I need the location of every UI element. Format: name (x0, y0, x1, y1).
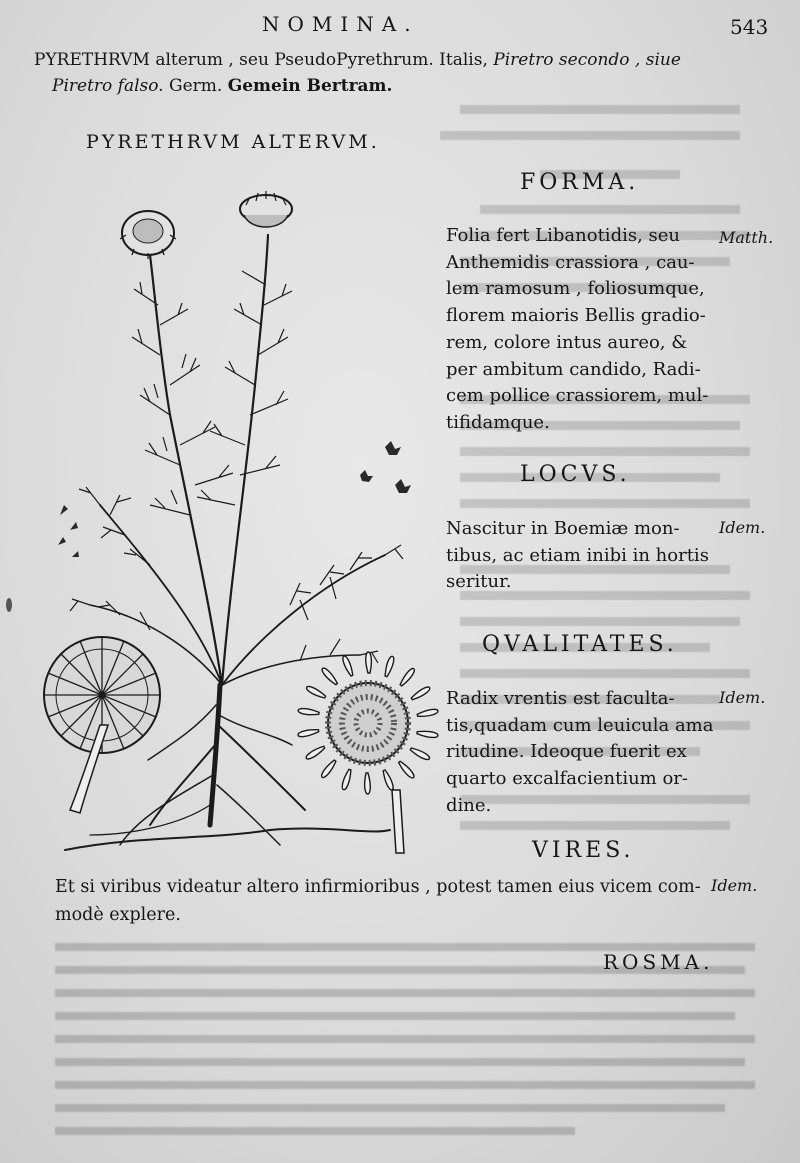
forma-line: lem ramosum , foliosumque, (446, 278, 705, 300)
forma-line: tifidamque. (446, 411, 550, 433)
latin-name: PYRETHRVM alterum , seu PseudoPyrethrum. (34, 50, 434, 70)
margin-note-idem-vires: Idem. (711, 876, 758, 895)
flower-bud-left (120, 211, 176, 259)
section-heading-vires: VIRES. (532, 838, 635, 863)
names-line-1 (34, 50, 681, 70)
locus-line: Nascitur in Boemiæ mon- (446, 518, 680, 539)
qualitates-line: dine. (446, 794, 492, 816)
forma-line: florem maioris Bellis gradio- (446, 305, 706, 327)
section-heading-forma: FORMA. (520, 170, 640, 195)
forma-line: Folia fert Libanotidis, seu (446, 225, 681, 246)
section-heading-qualitates: QVALITATES. (482, 632, 678, 657)
floret-fragments (58, 441, 411, 557)
running-head: NOMINA. (262, 12, 419, 36)
margin-note-idem-qualitates: Idem. (719, 688, 766, 707)
locus-paragraph (446, 516, 746, 596)
margin-note-idem-locus: Idem. (719, 518, 766, 537)
vires-line: Et si viribus videatur altero infirmioribus , potest tamen eius vicem com- (55, 877, 701, 897)
german-label: Germ. (169, 76, 223, 96)
section-heading-locus: LOCVS. (520, 462, 631, 487)
flower-back-view (44, 637, 160, 813)
forma-paragraph (446, 223, 746, 437)
margin-note-matth: Matth. (719, 228, 774, 247)
vires-line: modè explere. (55, 905, 181, 925)
locus-line: tibus, ac etiam inibi in hortis (446, 544, 709, 566)
locus-line: seritur. (446, 571, 512, 593)
qualitates-paragraph (446, 686, 746, 820)
forma-line: rem, colore intus aureo, & (446, 331, 688, 353)
qualitates-line: quarto excalfacientium or- (446, 768, 688, 790)
page-number: 543 (730, 15, 769, 39)
catchword: ROSMA. (603, 950, 714, 974)
qualitates-line: Radix vrentis est faculta- (446, 688, 675, 709)
forma-line: per ambitum candido, Radi- (446, 358, 701, 380)
qualitates-line: tis,quadam cum leuicula ama (446, 714, 714, 736)
german-name: Gemein Bertram. (227, 76, 393, 96)
italian-label: Italis, (439, 50, 488, 70)
italian-name-cont: Piretro falso. (52, 76, 164, 96)
qualitates-line: ritudine. Ideoque fuerit ex (446, 741, 687, 763)
ink-speck (6, 598, 12, 612)
italian-name: Piretro secondo , siue (493, 50, 681, 70)
names-line-2 (52, 76, 392, 96)
forma-line: Anthemidis crassiora , cau- (446, 251, 695, 273)
vires-paragraph (55, 873, 701, 929)
pyrethrum-woodcut-illustration (30, 185, 450, 865)
flower-bud-top (240, 191, 292, 227)
plate-title: PYRETHRVM ALTERVM. (86, 131, 380, 153)
flower-front-view (297, 652, 438, 853)
forma-line: cem pollice crassiorem, mul- (446, 385, 709, 407)
